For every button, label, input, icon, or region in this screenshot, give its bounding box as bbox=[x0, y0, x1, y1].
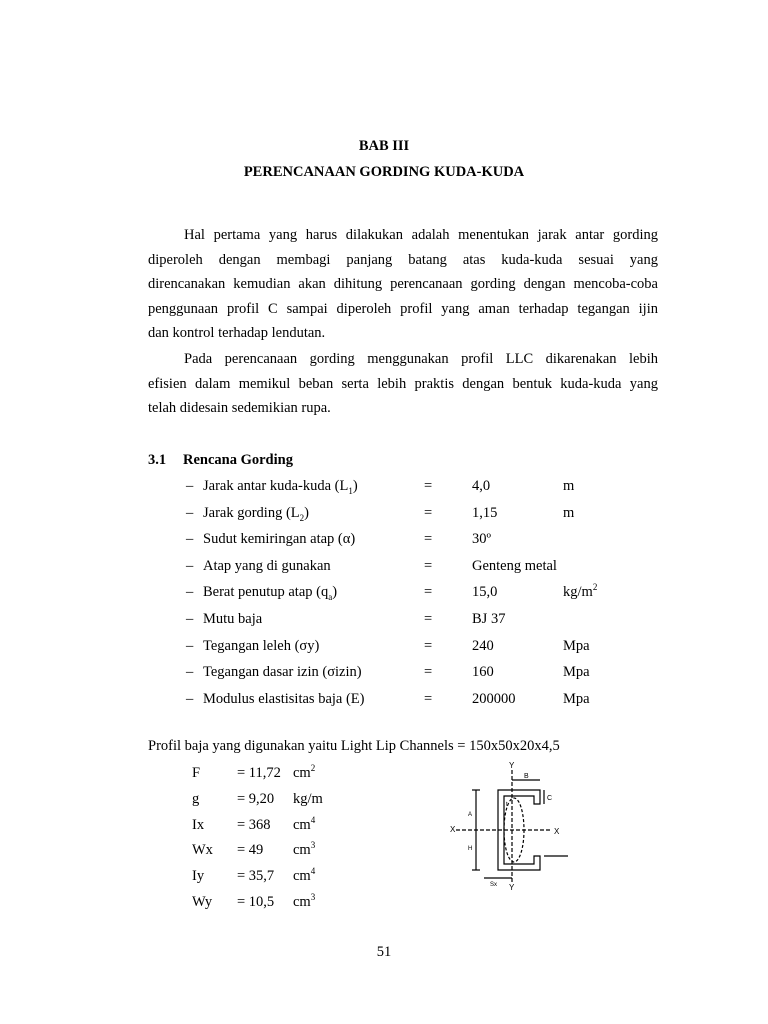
property-value: = 10,5 bbox=[237, 894, 275, 910]
bullet-dash: – bbox=[186, 584, 194, 601]
parameter-row bbox=[0, 505, 768, 525]
bullet-dash: – bbox=[186, 690, 194, 707]
chapter-title: PERENCANAAN GORDING KUDA-KUDA bbox=[243, 164, 525, 180]
parameter-value: 200000 bbox=[472, 690, 516, 707]
parameter-value: 160 bbox=[472, 664, 494, 681]
equals-sign: = bbox=[424, 584, 433, 601]
profile-property-row bbox=[0, 791, 768, 811]
parameter-unit: $kg/m^2$ bbox=[563, 582, 598, 601]
equals-sign: = bbox=[424, 478, 433, 494]
property-symbol: g bbox=[192, 790, 200, 807]
parameter-label: Atap yang di gunakan bbox=[203, 557, 331, 574]
profile-property-row bbox=[0, 765, 768, 785]
property-symbol: F bbox=[192, 765, 201, 781]
bullet-dash: – bbox=[186, 531, 194, 548]
property-symbol: Wx bbox=[192, 842, 213, 859]
parameter-unit: Mpa bbox=[563, 690, 590, 707]
y-top-label: Y bbox=[509, 761, 515, 770]
parameter-value: 30º bbox=[472, 531, 491, 548]
parameter-row bbox=[0, 584, 768, 604]
property-symbol: Wy bbox=[192, 894, 213, 910]
parameter-unit: m bbox=[563, 504, 575, 521]
parameter-unit: Mpa bbox=[563, 664, 590, 681]
section-number: 3.1 bbox=[148, 452, 167, 468]
property-unit: $cm^4$ bbox=[293, 814, 316, 833]
y-bottom-label: Y bbox=[509, 883, 515, 890]
paragraph-line: telah didesain sedemikian rupa. bbox=[148, 400, 331, 417]
equals-sign: = bbox=[424, 664, 433, 681]
paragraph-line: direncanakan kemudian akan dihitung perencanaan gording dengan mencoba-coba bbox=[148, 276, 658, 293]
section-title: Rencana Gording bbox=[183, 452, 293, 468]
property-value: = 368 bbox=[237, 816, 271, 833]
paragraph-line: dan kontrol terhadap lendutan. bbox=[148, 325, 326, 342]
x-left-label: X bbox=[450, 825, 456, 834]
parameter-row bbox=[0, 558, 768, 578]
page-number: 51 bbox=[376, 944, 392, 960]
parameter-value: BJ 37 bbox=[472, 611, 506, 627]
paragraph-line: Pada perencanaan gording menggunakan profil LLC dikarenakan lebih bbox=[184, 351, 658, 367]
bullet-dash: – bbox=[186, 664, 194, 681]
parameter-label: Tegangan dasar izin (σizin) bbox=[203, 664, 362, 681]
channel-profile-figure bbox=[448, 760, 578, 890]
bullet-dash: – bbox=[186, 478, 194, 494]
parameter-row bbox=[0, 664, 768, 684]
parameter-label: Jarak antar kuda-kuda $(L_1)$ bbox=[203, 478, 358, 496]
paragraph-line: diperoleh dengan membagi panjang batang atas kuda-kuda sesuai yang bbox=[148, 251, 658, 268]
parameter-value: Genteng metal bbox=[472, 557, 557, 574]
x-right-label: X bbox=[554, 827, 560, 836]
bullet-dash: – bbox=[186, 611, 194, 627]
property-value: = 11,72 bbox=[237, 765, 281, 781]
parameter-unit: Mpa bbox=[563, 637, 590, 654]
chapter-heading: BAB III bbox=[358, 138, 410, 154]
parameter-label: Tegangan leleh (σy) bbox=[203, 637, 320, 654]
property-unit: $cm^3$ bbox=[293, 892, 316, 910]
property-symbol: Ix bbox=[192, 816, 205, 833]
equals-sign: = bbox=[424, 531, 433, 548]
a-label: A bbox=[468, 812, 473, 818]
bullet-dash: – bbox=[186, 557, 194, 574]
property-value: = 49 bbox=[237, 842, 264, 859]
property-value: = 35,7 bbox=[237, 868, 275, 885]
t-label: t bbox=[506, 802, 508, 808]
profile-intro: Profil baja yang digunakan yaitu Light Lip Channels = 150x50x20x4,5 bbox=[148, 738, 560, 754]
equals-sign: = bbox=[424, 557, 433, 574]
parameter-value: 4,0 bbox=[472, 478, 491, 494]
parameter-label: Jarak gording $(L_2)$ bbox=[203, 504, 309, 523]
parameter-row bbox=[0, 638, 768, 658]
parameter-label: Modulus elastisitas baja (E) bbox=[203, 690, 365, 707]
parameter-label: Sudut kemiringan atap (α) bbox=[203, 531, 356, 548]
equals-sign: = bbox=[424, 611, 433, 627]
profile-property-row bbox=[0, 894, 768, 914]
paragraph-line: efisien dalam memikul beban serta lebih praktis dengan bentuk kuda-kuda yang bbox=[148, 375, 658, 392]
parameter-row bbox=[0, 531, 768, 551]
parameter-row bbox=[0, 691, 768, 711]
b-label: B bbox=[524, 773, 529, 780]
paragraph-line: penggunaan profil C sampai diperoleh profil yang aman terhadap tegangan ijin bbox=[148, 300, 658, 317]
parameter-value: 240 bbox=[472, 637, 494, 654]
equals-sign: = bbox=[424, 637, 433, 654]
h-label: H bbox=[468, 846, 473, 852]
parameter-row bbox=[0, 478, 768, 498]
profile-property-row bbox=[0, 814, 768, 837]
profile-property-row bbox=[0, 842, 768, 862]
parameter-row bbox=[0, 611, 768, 631]
parameter-value: 15,0 bbox=[472, 584, 498, 601]
profile-property-row bbox=[0, 868, 768, 888]
paragraph-line: Hal pertama yang harus dilakukan adalah menentukan jarak antar gording bbox=[184, 227, 658, 243]
bullet-dash: – bbox=[186, 504, 194, 521]
parameter-label: Mutu baja bbox=[203, 611, 263, 627]
c-label: C bbox=[547, 795, 553, 802]
property-unit: $cm^2$ bbox=[293, 763, 316, 781]
parameter-value: 1,15 bbox=[472, 504, 498, 521]
property-symbol: Iy bbox=[192, 868, 205, 885]
equals-sign: = bbox=[424, 690, 433, 707]
property-unit: $cm^3$ bbox=[293, 840, 316, 859]
bullet-dash: – bbox=[186, 637, 194, 654]
paragraph-1 bbox=[148, 223, 658, 346]
sx-label: Sx bbox=[490, 882, 498, 888]
property-value: = 9,20 bbox=[237, 790, 275, 807]
property-unit: kg/m bbox=[293, 790, 323, 807]
parameter-label: Berat penutup atap $(q_a)$ bbox=[203, 584, 338, 603]
property-unit: $cm^4$ bbox=[293, 866, 316, 885]
parameter-unit: m bbox=[563, 478, 575, 494]
paragraph-2 bbox=[148, 347, 658, 421]
equals-sign: = bbox=[424, 504, 433, 521]
